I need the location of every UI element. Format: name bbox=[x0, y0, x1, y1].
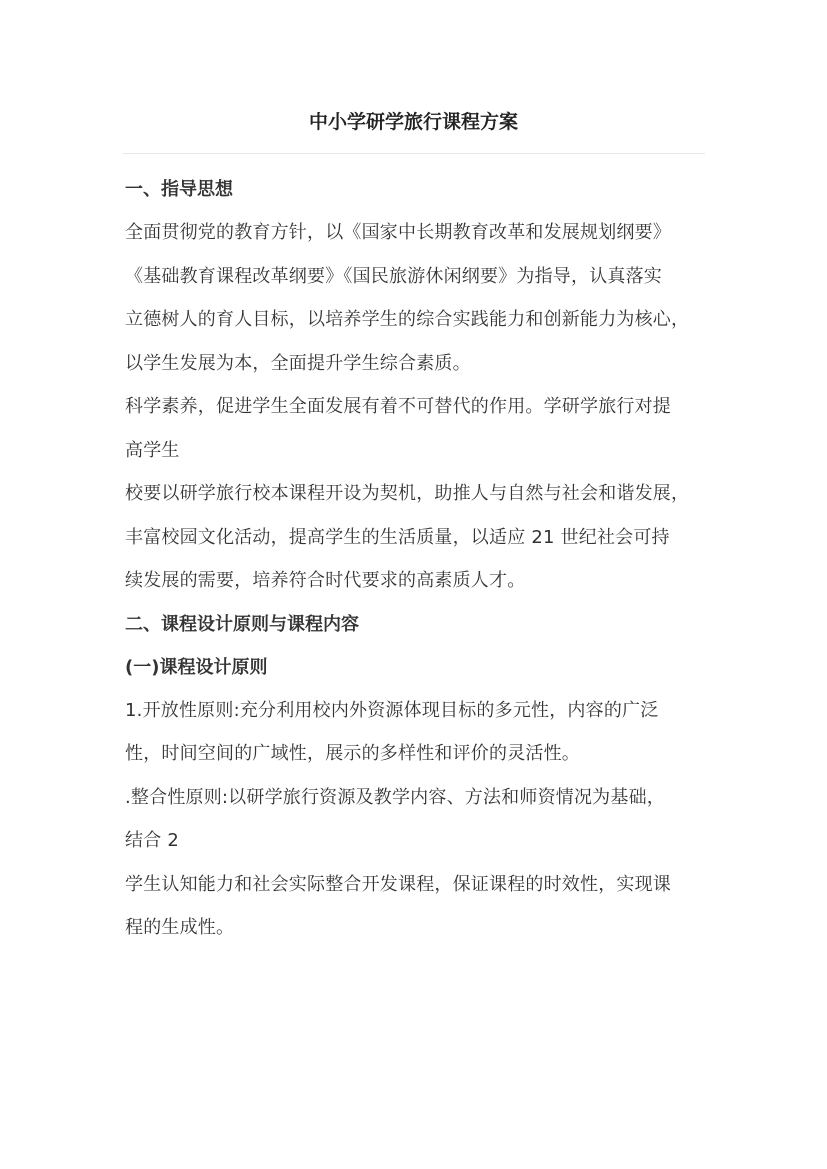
subsection-heading-design-principles: (一)课程设计原则 bbox=[125, 656, 268, 678]
section-heading-curriculum-design: 二、课程设计原则与课程内容 bbox=[125, 613, 359, 635]
paragraph-line: 丰富校园文化活动，提高学生的生活质量，以适应 21 世纪社会可持 bbox=[125, 526, 670, 548]
paragraph-line: 性，时间空间的广域性，展示的多样性和评价的灵活性。 bbox=[125, 743, 580, 764]
paragraph-line: 立德树人的育人目标，以培养学生的综合实践能力和创新能力为核心， bbox=[125, 309, 690, 330]
paragraph-line: 全面贯彻党的教育方针，以《国家中长期教育改革和发展规划纲要》 bbox=[125, 222, 671, 243]
paragraph-line: 结合 2 bbox=[125, 830, 179, 851]
paragraph-line: 以学生发展为本，全面提升学生综合素质。 bbox=[125, 352, 471, 374]
title-divider bbox=[123, 153, 705, 154]
section-heading-guiding-ideology: 一、指导思想 bbox=[125, 179, 233, 200]
document-body bbox=[125, 175, 717, 957]
paragraph-line: .整合性原则:以研学旅行资源及教学内容、方法和师资情况为基础， bbox=[125, 786, 665, 808]
paragraph-line: 学生认知能力和社会实际整合开发课程，保证课程的时效性，实现课 bbox=[125, 873, 671, 895]
paragraph-line: 续发展的需要，培养符合时代要求的高素质人才。 bbox=[125, 570, 526, 591]
paragraph-line: 《基础教育课程改革纲要》《国民旅游休闲纲要》为指导，认真落实 bbox=[125, 265, 662, 287]
paragraph-line: 校要以研学旅行校本课程开设为契机，助推人与自然与社会和谐发展， bbox=[125, 483, 690, 504]
paragraph-line: 高学生 bbox=[125, 439, 180, 461]
paragraph-line: 程的生成性。 bbox=[125, 917, 235, 938]
paragraph-line: 科学素养，促进学生全面发展有着不可替代的作用。学研学旅行对提 bbox=[125, 396, 671, 417]
document-title: 中小学研学旅行课程方案 bbox=[308, 111, 518, 133]
paragraph-line: 1.开放性原则:充分利用校内外资源体现目标的多元性，内容的广泛 bbox=[125, 699, 659, 721]
